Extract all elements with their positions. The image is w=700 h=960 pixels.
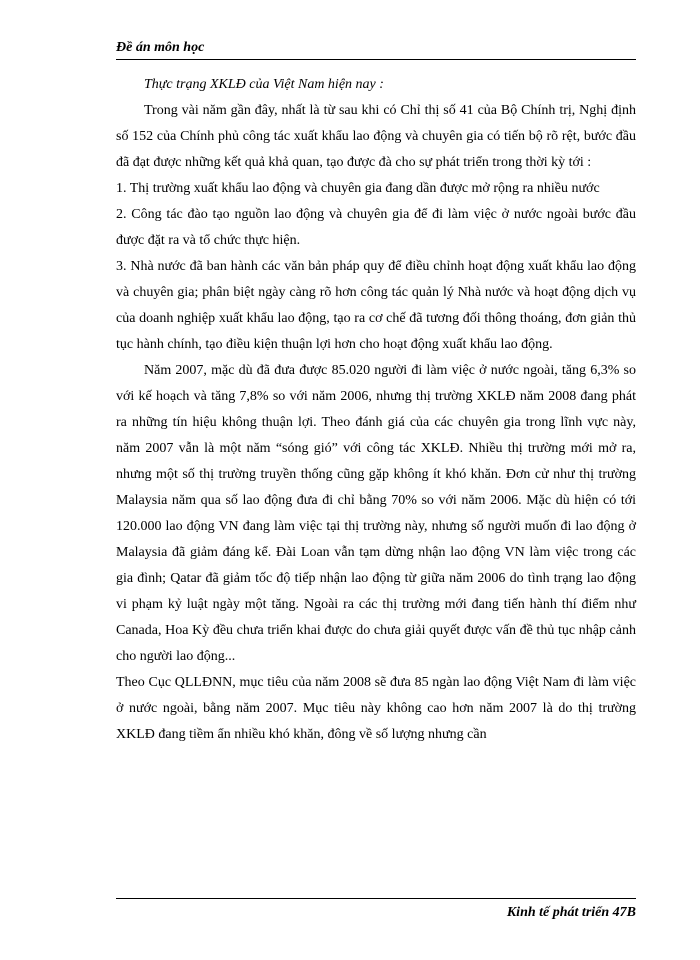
paragraph-intro: Trong vài năm gần đây, nhất là từ sau khi có Chỉ thị số 41 của Bộ Chính trị, Nghị định số 152 của Chính phủ công tác xuất khẩu lao động và chuyên gia có tiến bộ rõ rệt, bước đầu đã đạt được những kết quả khả quan, tạo được đà cho sự phát triển trong thời kỳ tới : [116,103,636,170]
page-footer [116,898,636,922]
list-item-2: 2. Công tác đào tạo nguồn lao động và chuyên gia để đi làm việc ở nước ngoài bước đầu được đặt ra và tổ chức thực hiện. [116,207,636,248]
paragraph-qlldnn: Theo Cục QLLĐNN, mục tiêu của năm 2008 sẽ đưa 85 ngàn lao động Việt Nam đi làm việc ở nước ngoài, bằng năm 2007. Mục tiêu này không cao hơn năm 2007 là do thị trường XKLĐ đang tiềm ẩn nhiều khó khăn, đông về số lượng nhưng cần [116,675,636,742]
footer-title: Kinh tế phát triển 47B [506,905,636,920]
list-item-1: 1. Thị trường xuất khẩu lao động và chuyên gia đang dần được mở rộng ra nhiều nước [116,181,600,196]
paragraph-year-2007: Năm 2007, mặc dù đã đưa được 85.020 người đi làm việc ở nước ngoài, tăng 6,3% so với kế hoạch và tăng 7,8% so với năm 2006, nhưng thị trường XKLĐ năm 2008 đang phát ra những tín hiệu không thuận lợi. Theo đánh giá của các chuyên gia trong lĩnh vực này, năm 2007 vẫn là một năm “sóng gió” với công tác XKLĐ. Nhiều thị trường mới mở ra, nhưng một số thị trường truyền thống cũng gặp không ít khó khăn. Đơn cử như thị trường Malaysia năm qua số lao động đưa đi chỉ bằng 70% so với năm 2006. Mặc dù hiện có tới 120.000 lao động VN đang làm việc tại thị trường này, nhưng số người muốn đi lao động ở Malaysia đã giảm đáng kể. Đài Loan vẫn tạm dừng nhận lao động VN làm việc trong các gia đình; Qatar đã giảm tốc độ tiếp nhận lao động từ giữa năm 2006 do tình trạng lao động vi phạm kỷ luật ngày một tăng. Ngoài ra các thị trường mới đang tiến hành thí điểm như Canada, Hoa Kỳ đều chưa triển khai được do chưa giải quyết được vấn đề thủ tục nhập cảnh cho người lao động... [116,363,636,664]
section-title: Thực trạng XKLĐ của Việt Nam hiện nay : [144,77,384,92]
page-header [116,38,636,60]
header-title: Đề án môn học [116,40,205,55]
document-body [116,72,636,748]
list-item-3: 3. Nhà nước đã ban hành các văn bản pháp quy để điều chỉnh hoạt động xuất khẩu lao động và chuyên gia; phân biệt ngày càng rõ hơn công tác quản lý Nhà nước và hoạt động dịch vụ của doanh nghiệp xuất khẩu lao động, tạo ra cơ chế đã tương đối thông thoáng, đơn giản thủ tục hành chính, tạo điều kiện thuận lợi hơn cho hoạt động xuất khẩu lao động. [116,259,636,352]
